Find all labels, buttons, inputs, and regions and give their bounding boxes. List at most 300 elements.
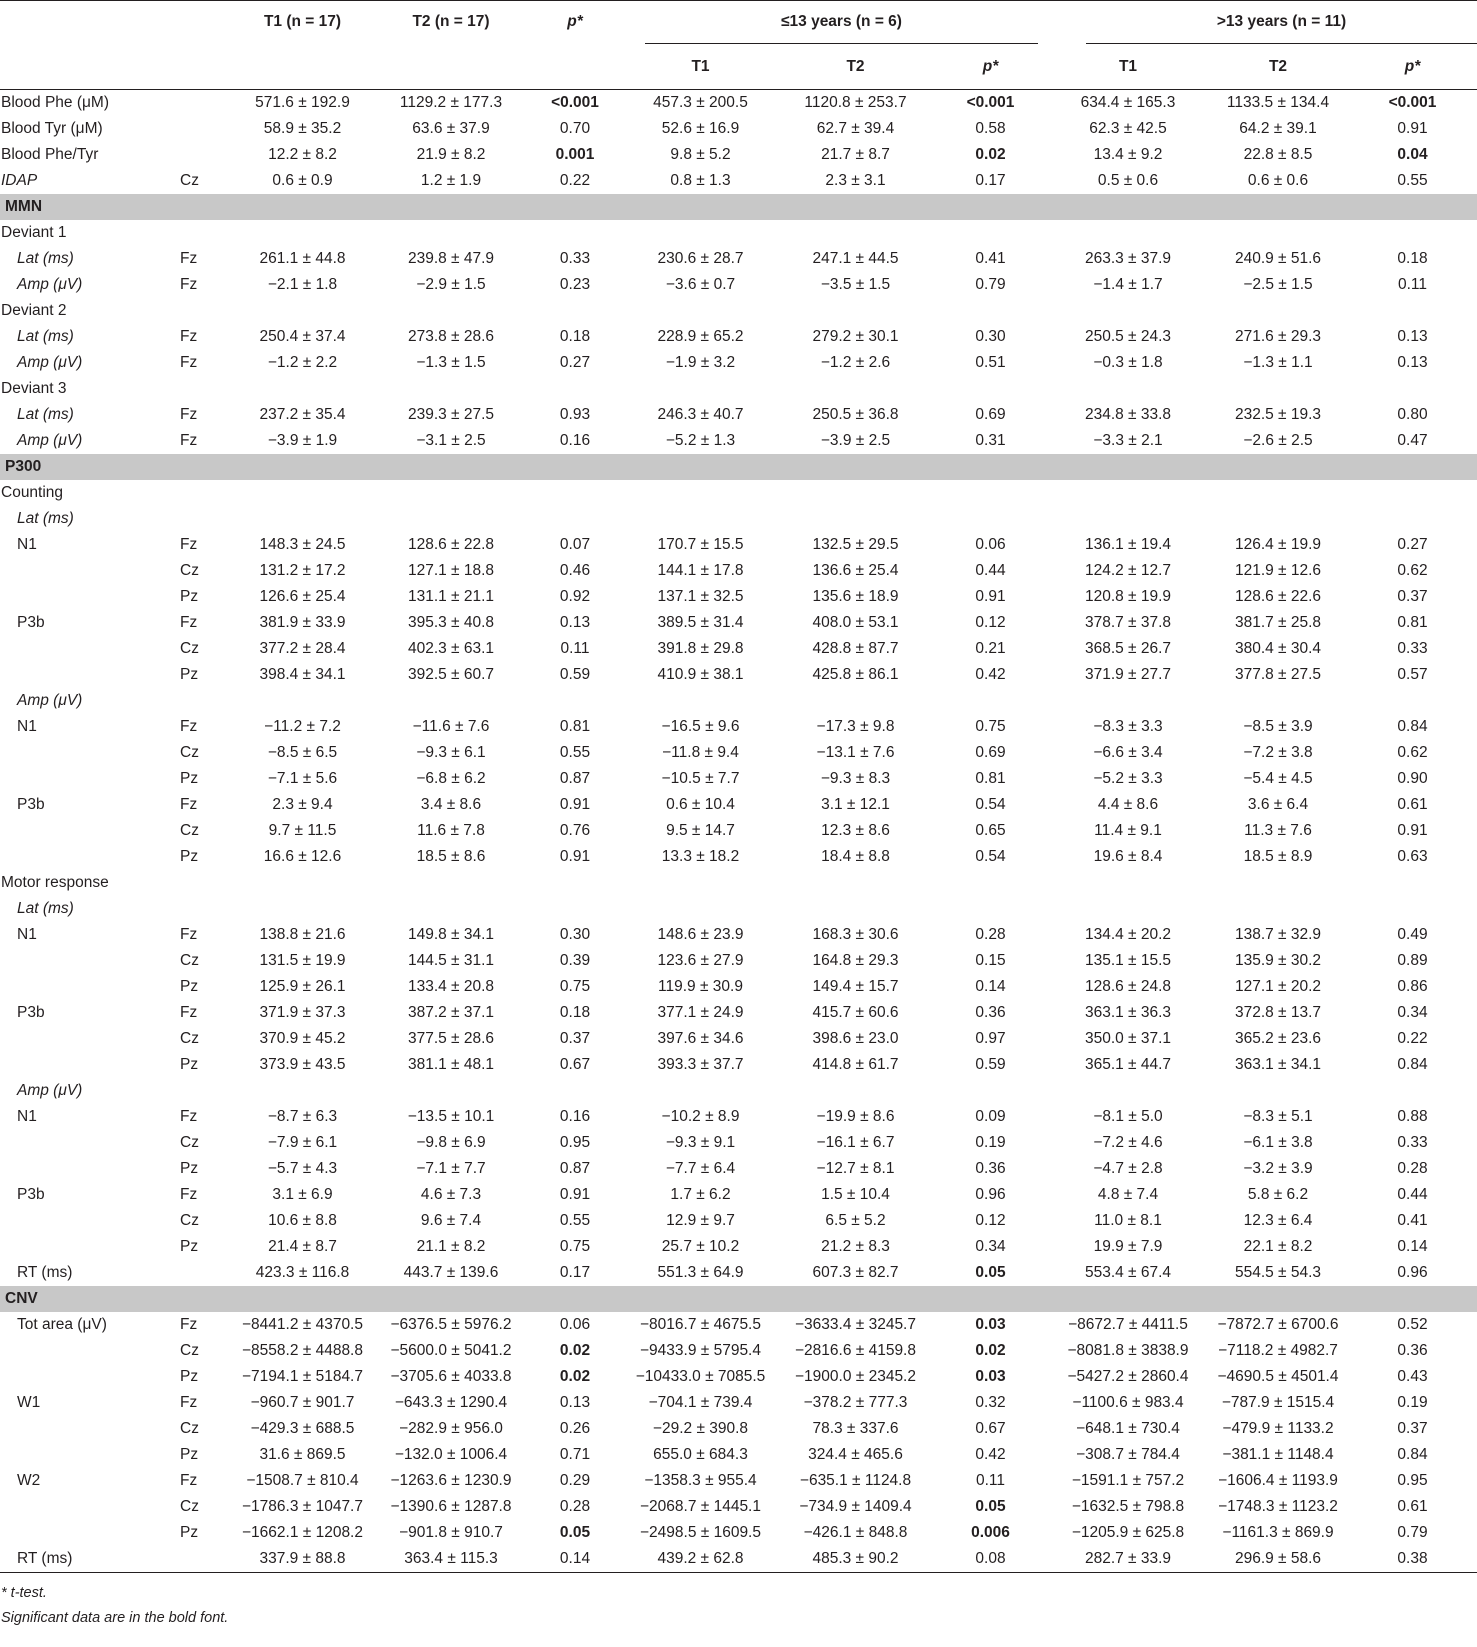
row-label: Lat (ms) [17, 900, 74, 917]
p-value-cell [933, 506, 1048, 532]
mean-sd-cell: 25.7 ± 10.2 [661, 1238, 740, 1255]
row-label [0, 1364, 170, 1390]
table-row [0, 1416, 1477, 1442]
p-value-cell: 0.33 [1397, 1134, 1428, 1151]
mean-sd-cell: 6.5 ± 5.2 [825, 1212, 886, 1229]
mean-sd-cell [375, 480, 527, 506]
table-row [0, 532, 1477, 558]
p-value-cell [527, 480, 623, 506]
mean-sd-cell: −648.1 ± 730.4 [1076, 1420, 1180, 1437]
mean-sd-cell: −1748.3 ± 1123.2 [1218, 1498, 1338, 1515]
electrode-cell: Pz [180, 848, 199, 865]
table-row [0, 428, 1477, 454]
mean-sd-cell: 136.1 ± 19.4 [1084, 536, 1172, 553]
p-value-cell: 0.17 [975, 172, 1006, 189]
mean-sd-cell: −9.8 ± 6.9 [416, 1134, 486, 1151]
mean-sd-cell: −1.9 ± 3.2 [665, 354, 736, 371]
table-row [0, 506, 1477, 532]
mean-sd-cell: 10.6 ± 8.8 [268, 1212, 337, 1229]
mean-sd-cell: −11.6 ± 7.6 [412, 718, 490, 735]
row-label: Amp (μV) [17, 276, 83, 293]
mean-sd-cell: 398.4 ± 34.1 [259, 666, 346, 683]
electrode-cell: Pz [180, 1368, 199, 1385]
p-value-cell: 0.32 [975, 1394, 1006, 1411]
p-value-cell: 0.46 [559, 562, 591, 579]
p-value-cell: 0.86 [1397, 978, 1428, 995]
mean-sd-cell: 282.7 ± 33.9 [1048, 1546, 1208, 1573]
mean-sd-cell: 148.3 ± 24.5 [259, 536, 346, 553]
p-value-cell: 0.81 [1397, 614, 1428, 631]
table-row [0, 818, 1477, 844]
mean-sd-cell: 1.5 ± 10.4 [821, 1186, 890, 1203]
row-label: Lat (ms) [17, 510, 74, 527]
mean-sd-cell [375, 376, 527, 402]
mean-sd-cell [375, 688, 527, 714]
p-value-cell: 0.07 [559, 536, 591, 553]
mean-sd-cell: −1.2 ± 2.6 [820, 354, 891, 371]
footnote-ttest: * t-test. [1, 1585, 47, 1601]
mean-sd-cell: 12.3 ± 8.6 [821, 822, 890, 839]
mean-sd-cell: 370.9 ± 45.2 [259, 1030, 346, 1047]
group-old-rule: >13 years (n = 11) [1086, 1, 1477, 44]
p-value-cell: 0.001 [555, 146, 595, 163]
mean-sd-cell: 239.8 ± 47.9 [407, 250, 495, 267]
p-value-cell: 0.81 [975, 770, 1006, 787]
mean-sd-cell [375, 506, 527, 532]
mean-sd-cell [1208, 506, 1348, 532]
electrode-cell: Cz [180, 1420, 199, 1437]
mean-sd-cell: −1100.6 ± 983.4 [1072, 1394, 1184, 1411]
mean-sd-cell: 1.2 ± 1.9 [420, 172, 482, 189]
mean-sd-cell: 120.8 ± 19.9 [1084, 588, 1172, 605]
p-value-cell: 0.69 [975, 744, 1006, 761]
mean-sd-cell [623, 1078, 778, 1104]
p-value-cell: 0.03 [975, 1316, 1006, 1333]
p-value-cell: 0.47 [1397, 432, 1428, 449]
p-value-cell: 0.87 [559, 770, 591, 787]
mean-sd-cell [1048, 870, 1208, 896]
electrode-cell [170, 870, 230, 896]
row-label: P3b [17, 796, 45, 813]
electrode-cell: Fz [180, 796, 198, 813]
p-value-cell: 0.28 [559, 1498, 591, 1515]
table-row [0, 792, 1477, 818]
group-young-rule: ≤13 years (n = 6) [645, 1, 1038, 44]
mean-sd-cell: −2.6 ± 2.5 [1243, 432, 1313, 449]
p-value-cell [527, 1078, 623, 1104]
row-label [0, 1052, 170, 1078]
mean-sd-cell: 457.3 ± 200.5 [623, 90, 778, 117]
electrode-cell [170, 896, 230, 922]
table-row [0, 714, 1477, 740]
mean-sd-cell: −13.5 ± 10.1 [407, 1108, 495, 1125]
electrode-cell: Fz [180, 926, 198, 943]
table-row [0, 480, 1477, 506]
mean-sd-cell: 1120.8 ± 253.7 [778, 90, 933, 117]
p-value-cell: 0.31 [975, 432, 1006, 449]
mean-sd-cell: 5.8 ± 6.2 [1247, 1186, 1309, 1203]
p-value-cell: 0.54 [975, 796, 1006, 813]
p-value-cell: 0.80 [1397, 406, 1428, 423]
header-blank [170, 45, 230, 90]
p-value-cell: 0.59 [559, 666, 591, 683]
table-row [0, 350, 1477, 376]
mean-sd-cell: −787.9 ± 1515.4 [1221, 1394, 1335, 1411]
electrode-cell [170, 480, 230, 506]
table-row [0, 1208, 1477, 1234]
p-value-cell: 0.43 [1397, 1368, 1428, 1385]
mean-sd-cell: 135.6 ± 18.9 [812, 588, 899, 605]
mean-sd-cell: 380.4 ± 30.4 [1234, 640, 1322, 657]
p-value-cell: 0.91 [559, 1186, 591, 1203]
table-row [0, 1156, 1477, 1182]
p-value-cell: 0.79 [1397, 1524, 1428, 1541]
row-label: Blood Tyr (μM) [1, 120, 103, 137]
electrode-cell: Fz [180, 1186, 198, 1203]
mean-sd-cell [375, 220, 527, 246]
mean-sd-cell: 443.7 ± 139.6 [403, 1264, 499, 1281]
row-label [0, 636, 170, 662]
electrode-cell: Fz [180, 1108, 198, 1125]
mean-sd-cell: −635.1 ± 1124.8 [799, 1472, 912, 1489]
mean-sd-cell: 52.6 ± 16.9 [661, 120, 740, 137]
mean-sd-cell: −282.9 ± 956.0 [399, 1420, 503, 1437]
mean-sd-cell: 239.3 ± 27.5 [407, 406, 495, 423]
mean-sd-cell: 398.6 ± 23.0 [812, 1030, 899, 1047]
table-row [0, 1130, 1477, 1156]
mean-sd-cell: −8441.2 ± 4370.5 [242, 1316, 363, 1333]
mean-sd-cell [375, 1078, 527, 1104]
header-t2-all: T2 (n = 17) [375, 1, 527, 46]
electrode-cell: Fz [180, 614, 198, 631]
mean-sd-cell [623, 298, 778, 324]
p-value-cell: 0.70 [559, 120, 591, 137]
table-row [0, 1234, 1477, 1260]
p-value-cell [1348, 1078, 1477, 1104]
mean-sd-cell: −9.3 ± 8.3 [820, 770, 891, 787]
row-label: IDAP [1, 172, 38, 189]
mean-sd-cell: −4.7 ± 2.8 [1093, 1160, 1163, 1177]
mean-sd-cell: 125.9 ± 26.1 [259, 978, 346, 995]
mean-sd-cell: 607.3 ± 82.7 [812, 1264, 899, 1281]
mean-sd-cell: 381.9 ± 33.9 [259, 614, 346, 631]
table-footnotes [0, 1573, 1477, 1631]
table-row [0, 1312, 1477, 1338]
row-label: Blood Phe (μM) [0, 90, 170, 117]
mean-sd-cell: −5.2 ± 3.3 [1093, 770, 1163, 787]
mean-sd-cell: 554.5 ± 54.3 [1234, 1264, 1322, 1281]
p-value-cell: 0.51 [975, 354, 1006, 371]
header-t1-all: T1 (n = 17) [230, 1, 375, 46]
table-row [0, 1364, 1477, 1390]
row-label: RT (ms) [17, 1264, 73, 1281]
p-value-cell: 0.69 [975, 406, 1006, 423]
mean-sd-cell: 138.7 ± 32.9 [1234, 926, 1322, 943]
mean-sd-cell: 423.3 ± 116.8 [255, 1264, 350, 1281]
p-value-cell: 0.84 [1397, 1056, 1428, 1073]
electrode-cell: Pz [180, 588, 199, 605]
table-row [0, 142, 1477, 168]
mean-sd-cell: 485.3 ± 90.2 [778, 1546, 933, 1573]
header-blank [170, 1, 230, 46]
row-label [0, 1208, 170, 1234]
mean-sd-cell: 22.1 ± 8.2 [1243, 1238, 1313, 1255]
electrode-cell [170, 688, 230, 714]
p-value-cell: 0.16 [559, 432, 591, 449]
table-row [0, 168, 1477, 194]
mean-sd-cell: 126.6 ± 25.4 [259, 588, 346, 605]
row-label: N1 [17, 536, 37, 553]
mean-sd-cell: 62.3 ± 42.5 [1089, 120, 1167, 137]
mean-sd-cell: 408.0 ± 53.1 [812, 614, 899, 631]
p-value-cell: 0.88 [1397, 1108, 1428, 1125]
p-value-cell [527, 688, 623, 714]
mean-sd-cell: 365.2 ± 23.6 [1234, 1030, 1322, 1047]
mean-sd-cell [230, 1078, 375, 1104]
mean-sd-cell [623, 480, 778, 506]
mean-sd-cell: −3.9 ± 2.5 [820, 432, 891, 449]
electrode-cell: Pz [180, 666, 199, 683]
mean-sd-cell: −12.7 ± 8.1 [816, 1160, 895, 1177]
section-header-row [0, 1286, 1477, 1312]
p-value-cell: 0.19 [975, 1134, 1006, 1151]
p-value-cell: 0.55 [559, 744, 591, 761]
mean-sd-cell: −8672.7 ± 4411.5 [1068, 1316, 1188, 1333]
row-label: P3b [17, 1186, 45, 1203]
row-label [0, 1234, 170, 1260]
mean-sd-cell [623, 688, 778, 714]
electrode-cell: Fz [180, 406, 198, 423]
p-value-cell: 0.27 [1397, 536, 1428, 553]
mean-sd-cell: 18.4 ± 8.8 [821, 848, 890, 865]
mean-sd-cell: 127.1 ± 20.2 [1234, 978, 1322, 995]
mean-sd-cell: 4.6 ± 7.3 [420, 1186, 482, 1203]
mean-sd-cell: 402.3 ± 63.1 [407, 640, 495, 657]
mean-sd-cell [623, 220, 778, 246]
row-label: Amp (μV) [17, 432, 83, 449]
row-label: RT (ms) [0, 1546, 170, 1573]
table-row [0, 220, 1477, 246]
p-value-cell: 0.58 [975, 120, 1006, 137]
mean-sd-cell [230, 688, 375, 714]
mean-sd-cell [230, 506, 375, 532]
p-value-cell [527, 896, 623, 922]
mean-sd-cell: 131.1 ± 21.1 [407, 588, 495, 605]
mean-sd-cell: −1205.9 ± 625.8 [1071, 1524, 1185, 1541]
mean-sd-cell [623, 506, 778, 532]
p-value-cell: 0.96 [1397, 1264, 1428, 1281]
mean-sd-cell: 240.9 ± 51.6 [1234, 250, 1322, 267]
electrode-cell: Cz [180, 1498, 199, 1515]
mean-sd-cell [230, 896, 375, 922]
mean-sd-cell [1048, 1078, 1208, 1104]
mean-sd-cell: 12.9 ± 9.7 [666, 1212, 735, 1229]
mean-sd-cell: 11.3 ± 7.6 [1244, 822, 1312, 839]
mean-sd-cell: 232.5 ± 19.3 [1234, 406, 1322, 423]
row-label [0, 844, 170, 870]
footnote-bold: Significant data are in the bold font. [1, 1610, 229, 1626]
mean-sd-cell: −8.1 ± 5.0 [1093, 1108, 1163, 1125]
mean-sd-cell: 377.2 ± 28.4 [259, 640, 346, 657]
mean-sd-cell: −3.2 ± 3.9 [1243, 1160, 1313, 1177]
row-label [0, 1156, 170, 1182]
mean-sd-cell: −3.1 ± 2.5 [416, 432, 486, 449]
mean-sd-cell: 1129.2 ± 177.3 [375, 90, 527, 117]
mean-sd-cell [778, 688, 933, 714]
mean-sd-cell: 124.2 ± 12.7 [1084, 562, 1172, 579]
header-t1-young: T1 [691, 58, 710, 75]
p-value-cell [933, 298, 1048, 324]
p-value-cell: 0.15 [975, 952, 1006, 969]
mean-sd-cell: 571.6 ± 192.9 [230, 90, 375, 117]
mean-sd-cell: 368.5 ± 26.7 [1084, 640, 1172, 657]
electrode-cell [170, 142, 230, 168]
mean-sd-cell: 0.8 ± 1.3 [670, 172, 731, 189]
electrode-cell: Fz [180, 276, 198, 293]
p-value-cell: 0.33 [559, 250, 591, 267]
mean-sd-cell: −1.4 ± 1.7 [1093, 276, 1163, 293]
electrode-cell [170, 1260, 230, 1286]
electrode-cell: Fz [180, 250, 198, 267]
mean-sd-cell: −7118.2 ± 4982.7 [1218, 1342, 1338, 1359]
table-row [0, 740, 1477, 766]
mean-sd-cell: −11.2 ± 7.2 [264, 718, 341, 735]
table-row [0, 636, 1477, 662]
mean-sd-cell: −381.1 ± 1148.4 [1222, 1446, 1334, 1463]
mean-sd-cell: −734.9 ± 1409.4 [799, 1498, 912, 1515]
mean-sd-cell: 655.0 ± 684.3 [653, 1446, 748, 1463]
row-label [0, 974, 170, 1000]
table-row [0, 1338, 1477, 1364]
mean-sd-cell: −1358.3 ± 955.4 [644, 1472, 757, 1489]
mean-sd-cell [1208, 1078, 1348, 1104]
row-label [0, 948, 170, 974]
mean-sd-cell: 19.6 ± 8.4 [1093, 848, 1163, 865]
p-value-cell: 0.44 [975, 562, 1006, 579]
header-p-young: p* [982, 58, 999, 75]
electrode-cell: Pz [180, 1056, 199, 1073]
mean-sd-cell: −3705.6 ± 4033.8 [390, 1368, 512, 1385]
table-row [0, 1442, 1477, 1468]
section-header-row [0, 454, 1477, 480]
mean-sd-cell: −1.2 ± 2.2 [267, 354, 338, 371]
mean-sd-cell: 372.8 ± 13.7 [1234, 1004, 1322, 1021]
mean-sd-cell [1208, 870, 1348, 896]
mean-sd-cell: 164.8 ± 29.3 [812, 952, 899, 969]
p-value-cell: 0.84 [1397, 1446, 1428, 1463]
row-label: P3b [17, 1004, 45, 1021]
row-label [0, 662, 170, 688]
p-value-cell: 0.91 [559, 848, 591, 865]
mean-sd-cell: 1.7 ± 6.2 [670, 1186, 731, 1203]
mean-sd-cell: 149.4 ± 15.7 [812, 978, 899, 995]
mean-sd-cell: 128.6 ± 22.8 [407, 536, 495, 553]
p-value-cell: 0.59 [975, 1056, 1006, 1073]
mean-sd-cell: 138.8 ± 21.6 [259, 926, 346, 943]
mean-sd-cell: 31.6 ± 869.5 [259, 1446, 346, 1463]
mean-sd-cell [230, 376, 375, 402]
table-row [0, 402, 1477, 428]
header-row-2 [0, 45, 1477, 90]
mean-sd-cell: 16.6 ± 12.6 [263, 848, 342, 865]
mean-sd-cell: −8.5 ± 3.9 [1243, 718, 1313, 735]
p-value-cell: 0.91 [1397, 120, 1428, 137]
mean-sd-cell [778, 376, 933, 402]
electrode-cell: Pz [180, 770, 199, 787]
mean-sd-cell: −8.3 ± 5.1 [1243, 1108, 1313, 1125]
mean-sd-cell: −16.1 ± 6.7 [816, 1134, 895, 1151]
electrode-cell [170, 1546, 230, 1573]
mean-sd-cell: −6.8 ± 6.2 [416, 770, 486, 787]
row-label [0, 1442, 170, 1468]
mean-sd-cell: 9.8 ± 5.2 [670, 146, 731, 163]
mean-sd-cell: 3.1 ± 12.1 [821, 796, 890, 813]
table-row [0, 974, 1477, 1000]
mean-sd-cell [778, 1078, 933, 1104]
p-value-cell: 0.34 [975, 1238, 1006, 1255]
p-value-cell: 0.18 [1397, 250, 1428, 267]
mean-sd-cell: 135.1 ± 15.5 [1084, 952, 1172, 969]
mean-sd-cell: −2.9 ± 1.5 [416, 276, 486, 293]
mean-sd-cell: −5427.2 ± 2860.4 [1067, 1368, 1189, 1385]
table-body [0, 90, 1477, 1573]
mean-sd-cell: −3.3 ± 2.1 [1093, 432, 1163, 449]
mean-sd-cell: −1263.6 ± 1230.9 [390, 1472, 512, 1489]
mean-sd-cell [1208, 298, 1348, 324]
mean-sd-cell [778, 480, 933, 506]
table-row [0, 90, 1477, 117]
mean-sd-cell: 137.1 ± 32.5 [657, 588, 744, 605]
p-value-cell: 0.29 [559, 1472, 591, 1489]
p-value-cell: 0.67 [559, 1056, 591, 1073]
p-value-cell: 0.14 [527, 1546, 623, 1573]
p-value-cell [527, 298, 623, 324]
mean-sd-cell: −426.1 ± 848.8 [803, 1524, 908, 1541]
p-value-cell: 0.02 [975, 1342, 1006, 1359]
p-value-cell: 0.90 [1397, 770, 1428, 787]
p-value-cell: 0.12 [975, 614, 1006, 631]
row-label [0, 558, 170, 584]
p-value-cell [1348, 298, 1477, 324]
mean-sd-cell [1208, 220, 1348, 246]
table-row [0, 584, 1477, 610]
mean-sd-cell: −3.6 ± 0.7 [665, 276, 736, 293]
row-label: Lat (ms) [17, 406, 74, 423]
mean-sd-cell: −1508.7 ± 810.4 [246, 1472, 359, 1489]
mean-sd-cell [623, 376, 778, 402]
electrode-cell: Fz [180, 432, 198, 449]
header-group-old [1048, 1, 1477, 46]
p-value-cell: 0.12 [975, 1212, 1006, 1229]
mean-sd-cell: 425.8 ± 86.1 [812, 666, 899, 683]
electrode-cell [170, 116, 230, 142]
electrode-cell [170, 220, 230, 246]
mean-sd-cell [623, 870, 778, 896]
mean-sd-cell: −7872.7 ± 6700.6 [1217, 1316, 1339, 1333]
row-label [0, 1130, 170, 1156]
mean-sd-cell: −8.5 ± 6.5 [267, 744, 338, 761]
mean-sd-cell: 0.6 ± 0.6 [1247, 172, 1309, 189]
row-label [0, 818, 170, 844]
mean-sd-cell: 58.9 ± 35.2 [263, 120, 342, 137]
mean-sd-cell: 0.6 ± 0.9 [272, 172, 333, 189]
mean-sd-cell: 389.5 ± 31.4 [657, 614, 744, 631]
mean-sd-cell: 246.3 ± 40.7 [657, 406, 744, 423]
row-label: Amp (μV) [17, 1082, 83, 1099]
mean-sd-cell: 634.4 ± 165.3 [1048, 90, 1208, 117]
mean-sd-cell [230, 220, 375, 246]
mean-sd-cell: 0.5 ± 0.6 [1097, 172, 1159, 189]
